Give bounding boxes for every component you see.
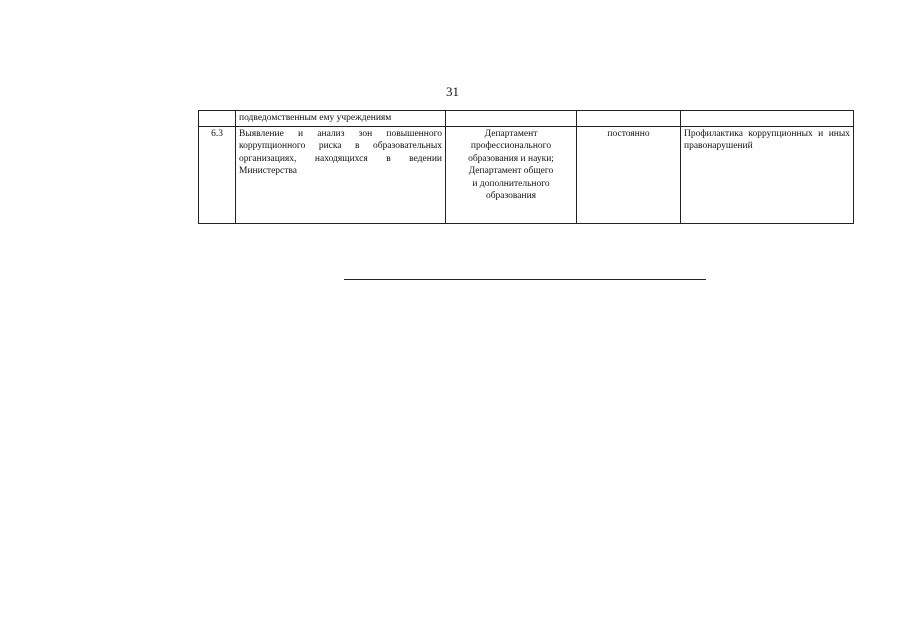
page-number: 31 bbox=[446, 84, 459, 99]
responsible-line: и дополнительного bbox=[472, 178, 550, 189]
responsible-line: Департамент общего bbox=[468, 166, 554, 176]
cell-responsible bbox=[446, 111, 577, 127]
closing-line bbox=[344, 279, 706, 280]
table-row-6-3 bbox=[199, 126, 854, 223]
measures-table bbox=[198, 110, 854, 224]
cell-term bbox=[577, 111, 681, 127]
cell-activity: подведомственным ему учреждениям bbox=[236, 111, 446, 127]
responsible-line: образования и науки; bbox=[468, 153, 554, 164]
responsible-line: профессионального bbox=[470, 141, 552, 151]
responsible-line: образования bbox=[485, 191, 537, 201]
cell-number: 6.3 bbox=[199, 126, 236, 223]
cell-term: постоянно bbox=[577, 126, 681, 223]
cell-result: Профилактика коррупционных и иных правонарушений bbox=[681, 126, 854, 223]
responsible-line: Департамент bbox=[484, 128, 538, 139]
cell-number bbox=[199, 111, 236, 127]
cell-result bbox=[681, 111, 854, 127]
table-row-continuation bbox=[199, 111, 854, 127]
cell-activity: Выявление и анализ зон повышенного коррупционного риска в образовательных организациях, находящихся в ведении Министерства bbox=[236, 126, 446, 223]
cell-responsible bbox=[446, 126, 577, 223]
